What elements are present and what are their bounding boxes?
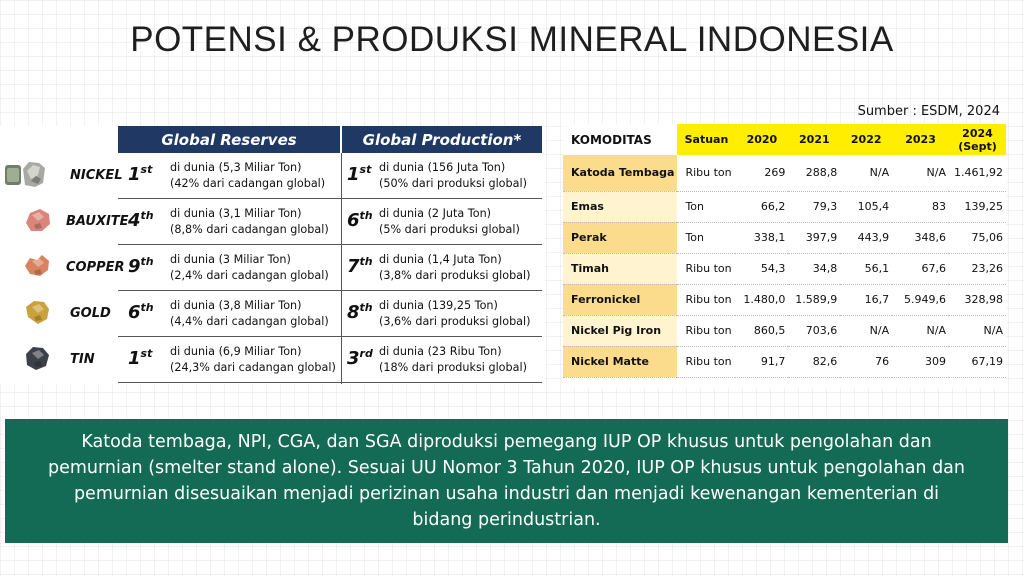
cell-2021: 397,9 (805, 231, 838, 244)
production-line-2: (3,8% dari produksi global) (379, 269, 531, 282)
table-row (563, 222, 1006, 253)
production-line-1: di dunia (23 Ribu Ton) (379, 345, 502, 358)
gold-nugget-icon (22, 297, 52, 327)
source-note: Sumber : ESDM, 2024 (857, 104, 1000, 119)
cell-komoditas: Katoda Tembaga (563, 155, 677, 191)
info-text: Katoda tembaga, NPI, CGA, dan SGA diproduksi pemegang IUP OP khusus untuk pengolahan dan pemurnian (smelter stand alone). Sesuai UU Nomor 3 Tahun 2020, IUP OP khusus untuk pengolahan dan pemurnian disesuaikan menjadi perizinan usaha industri dan menjadi kewenangan kementerian di bidang perindustrian. (47, 432, 965, 530)
cell-2023: 83 (931, 200, 946, 213)
production-rank (347, 210, 373, 231)
production-description (379, 160, 527, 192)
cell-2024: 67,19 (971, 355, 1003, 368)
reserve-rank-number: 4 (128, 210, 141, 231)
reserve-rank (128, 302, 154, 323)
reserve-line-2: (24,3% dari cadangan global) (170, 361, 336, 374)
cell-satuan: Ton (685, 200, 705, 213)
cell-2020: 269 (764, 166, 786, 180)
table-row (563, 346, 1006, 377)
cell-2024: 139,25 (964, 200, 1003, 213)
cell-2023: 67,6 (921, 262, 946, 275)
header-komoditas: KOMODITAS (563, 124, 677, 155)
production-line-1: di dunia (156 Juta Ton) (379, 161, 506, 174)
production-line-2: (18% dari produksi global) (379, 361, 527, 374)
production-rank (347, 302, 373, 323)
cell-satuan: Ribu ton (685, 262, 732, 275)
cell-2023: 5.949,6 (903, 293, 946, 306)
reserve-rank-suffix: st (140, 347, 153, 360)
cell-2020: 860,5 (753, 324, 786, 337)
cell-satuan: Ribu ton (685, 355, 732, 368)
cell-2022: N/A (869, 166, 890, 180)
reserve-rank-suffix: th (140, 209, 154, 222)
mineral-row-copper (0, 245, 545, 291)
reserve-line-2: (4,4% dari cadangan global) (170, 315, 329, 328)
header-2024-year: 2024 (962, 126, 993, 140)
reserve-rank-number: 6 (128, 302, 141, 323)
production-rank-suffix: th (359, 209, 373, 222)
production-line-1: di dunia (1,4 Juta Ton) (379, 253, 502, 266)
header-satuan: Satuan (677, 124, 735, 155)
mineral-row-tin (0, 337, 545, 383)
reserve-rank-number: 1 (128, 164, 141, 185)
mineral-name: GOLD (70, 306, 111, 321)
reserve-description (170, 344, 336, 376)
cell-2024: 328,98 (964, 293, 1003, 306)
row-separator (118, 382, 542, 383)
production-rank-suffix: rd (359, 347, 373, 360)
cell-2022: 443,9 (857, 231, 890, 244)
production-line-2: (50% dari produksi global) (379, 177, 527, 190)
header-2024-month: (Sept) (958, 139, 997, 153)
production-line-2: (3,6% dari produksi global) (379, 315, 531, 328)
table-row (563, 284, 1006, 315)
production-rank (347, 256, 373, 277)
header-2022: 2022 (840, 124, 892, 155)
cell-2023: 348,6 (914, 231, 946, 244)
reserve-rank-number: 1 (128, 348, 141, 369)
reserve-line-2: (42% dari cadangan global) (170, 177, 326, 190)
cell-komoditas: Nickel Pig Iron (563, 315, 677, 346)
cell-satuan: Ton (685, 231, 705, 244)
cell-2021: 703,6 (805, 324, 838, 337)
nickel-ore-icon (5, 159, 55, 189)
production-rank-number: 7 (347, 256, 360, 277)
mineral-name: BAUXITE (66, 214, 129, 229)
production-description (379, 252, 531, 284)
production-rank (347, 164, 371, 185)
reserve-rank-suffix: th (140, 301, 154, 314)
reserve-rank (128, 348, 152, 369)
mineral-row-nickel (0, 153, 545, 199)
cell-satuan: Ribu ton (685, 293, 732, 306)
reserve-rank (128, 164, 152, 185)
reserve-rank (128, 256, 154, 277)
header-2023: 2023 (892, 124, 949, 155)
reserve-line-1: di dunia (3 Miliar Ton) (170, 253, 291, 266)
info-box (5, 419, 1008, 543)
cell-2024: N/A (983, 324, 1003, 337)
cell-2022: 76 (875, 355, 890, 368)
header-2021: 2021 (788, 124, 840, 155)
reserve-line-2: (8,8% dari cadangan global) (170, 223, 329, 236)
production-rank-suffix: th (359, 255, 373, 268)
header-2020: 2020 (735, 124, 788, 155)
production-table (563, 124, 1006, 378)
production-description (379, 206, 520, 238)
reserve-line-1: di dunia (3,8 Miliar Ton) (170, 299, 302, 312)
cell-komoditas: Perak (563, 222, 677, 253)
cell-2021: 79,3 (812, 200, 838, 213)
cell-2022: 105,4 (857, 200, 890, 213)
cell-2021: 1.589,9 (795, 293, 838, 306)
mineral-name: TIN (70, 352, 95, 367)
cell-satuan: Ribu ton (685, 324, 732, 337)
production-rank-number: 8 (347, 302, 360, 323)
reserve-line-1: di dunia (5,3 Miliar Ton) (170, 161, 302, 174)
bauxite-ore-icon (22, 205, 52, 235)
cell-2023: 309 (924, 355, 946, 368)
mineral-rankings-panel (0, 126, 545, 384)
reserve-rank (128, 210, 154, 231)
reserve-description (170, 298, 329, 330)
production-description (379, 344, 527, 376)
cell-2021: 82,6 (812, 355, 838, 368)
cell-2020: 338,1 (753, 231, 786, 244)
production-rank-suffix: st (359, 163, 372, 176)
cell-2020: 91,7 (760, 355, 786, 368)
cell-satuan: Ribu ton (685, 166, 732, 180)
cell-komoditas: Nickel Matte (563, 346, 677, 377)
table-row (563, 253, 1006, 284)
tin-ore-icon (22, 343, 52, 373)
cell-2022: 16,7 (864, 293, 890, 306)
reserve-line-2: (2,4% dari cadangan global) (170, 269, 329, 282)
reserve-description (170, 160, 325, 192)
reserve-description (170, 206, 329, 238)
global-production-header: Global Production* (342, 126, 542, 153)
cell-2024: 23,26 (971, 262, 1003, 275)
copper-ore-icon (22, 251, 52, 281)
cell-2022: 56,1 (864, 262, 890, 275)
cell-2021: 34,8 (812, 262, 838, 275)
cell-2020: 66,2 (760, 200, 786, 213)
cell-2022: N/A (869, 324, 890, 337)
cell-komoditas: Ferronickel (563, 284, 677, 315)
table-body (563, 155, 1006, 377)
reserve-rank-suffix: th (140, 255, 154, 268)
cell-2021: 288,8 (805, 166, 838, 180)
page-title: POTENSI & PRODUKSI MINERAL INDONESIA (130, 20, 894, 59)
table-header-row (563, 124, 1006, 155)
production-rank (347, 348, 373, 369)
header-2024-sept (949, 124, 1006, 155)
production-rank-suffix: th (359, 301, 373, 314)
production-line-2: (5% dari produksi global) (379, 223, 520, 236)
cell-komoditas: Timah (563, 253, 677, 284)
mineral-name: NICKEL (70, 168, 123, 183)
mineral-name: COPPER (66, 260, 125, 275)
reserve-line-1: di dunia (6,9 Miliar Ton) (170, 345, 302, 358)
mineral-row-bauxite (0, 199, 545, 245)
cell-2020: 1.480,0 (743, 293, 786, 306)
reserve-rank-number: 9 (128, 256, 141, 277)
production-table-wrapper (563, 124, 1006, 388)
production-line-1: di dunia (2 Juta Ton) (379, 207, 492, 220)
cell-2023: N/A (926, 166, 946, 180)
reserve-line-1: di dunia (3,1 Miliar Ton) (170, 207, 302, 220)
reserve-description (170, 252, 329, 284)
reserve-rank-suffix: st (140, 163, 153, 176)
global-reserves-header: Global Reserves (118, 126, 340, 153)
cell-2024: 1.461,92 (954, 166, 1003, 180)
table-row (563, 191, 1006, 222)
table-row (563, 155, 1006, 191)
production-rank-number: 1 (347, 164, 360, 185)
table-row (563, 315, 1006, 346)
production-description (379, 298, 531, 330)
production-rank-number: 6 (347, 210, 360, 231)
mineral-row-gold (0, 291, 545, 337)
production-line-1: di dunia (139,25 Ton) (379, 299, 498, 312)
cell-2024: 75,06 (971, 231, 1003, 244)
cell-2020: 54,3 (760, 262, 786, 275)
cell-komoditas: Emas (563, 191, 677, 222)
cell-2023: N/A (926, 324, 946, 337)
production-rank-number: 3 (347, 348, 360, 369)
